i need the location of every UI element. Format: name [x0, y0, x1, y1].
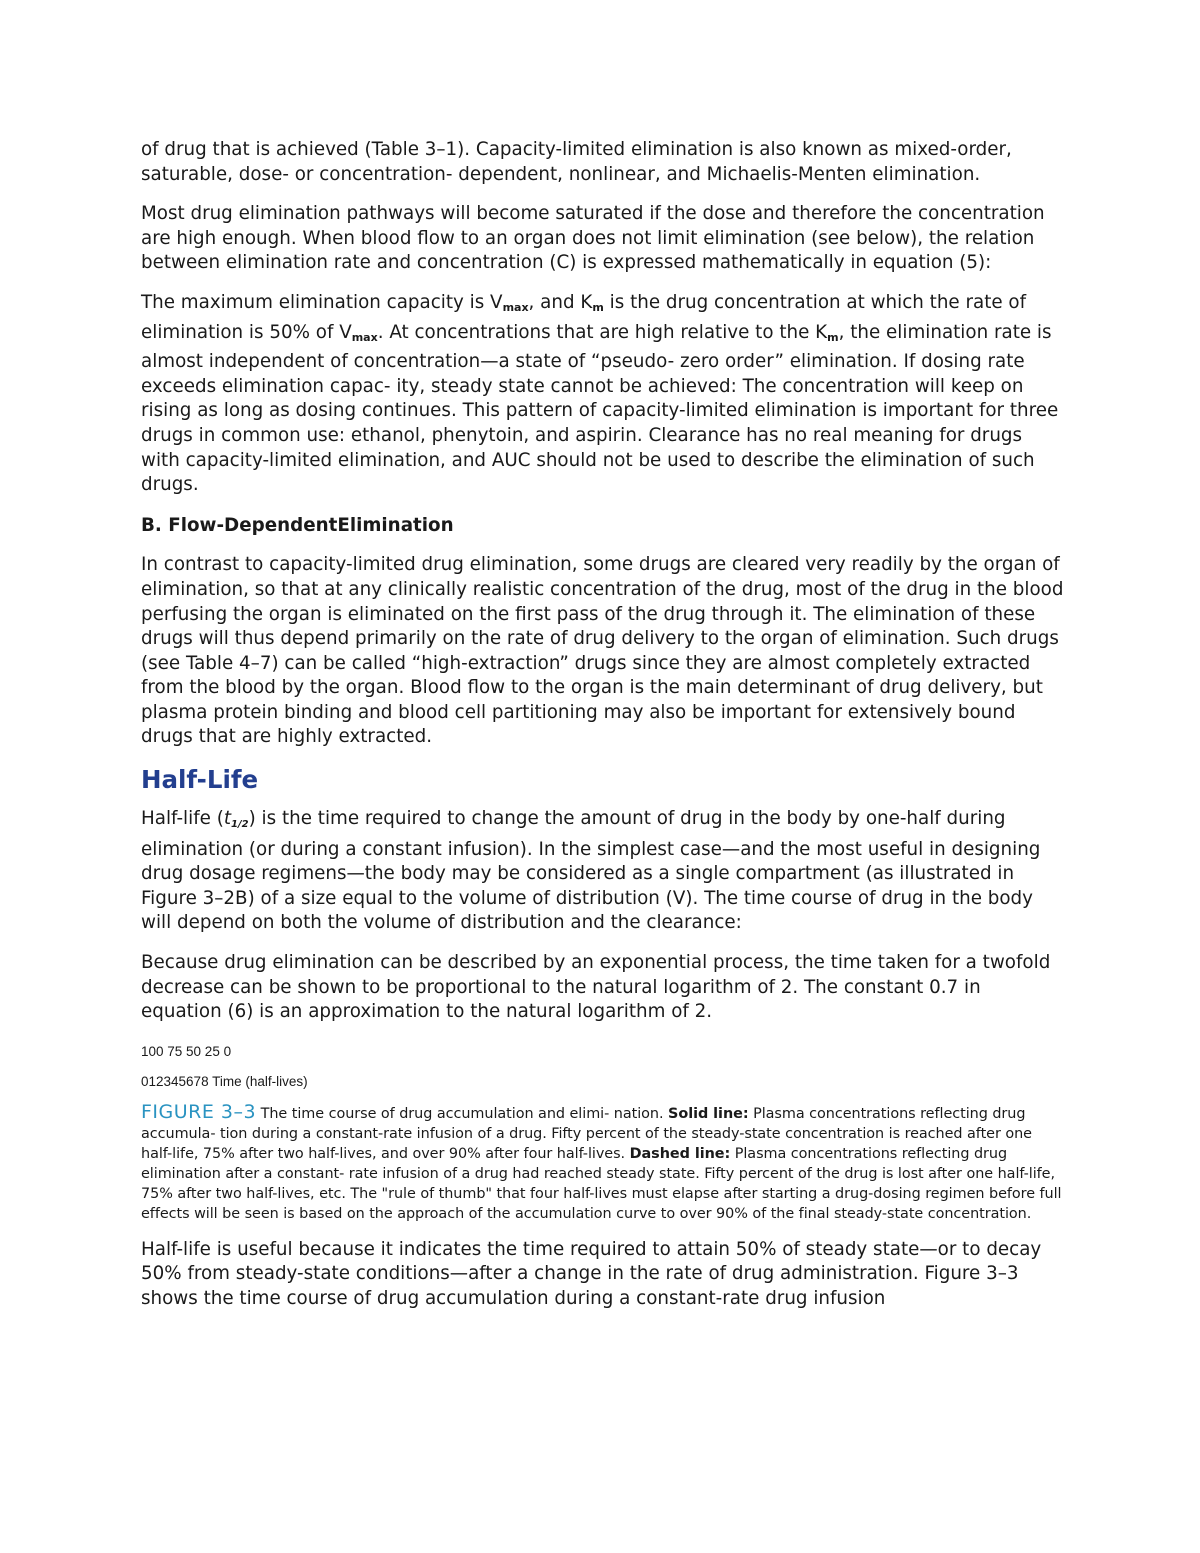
figure-caption: [141, 1102, 1066, 1224]
figure-y-axis-labels: 100 75 50 25 0: [141, 1043, 232, 1059]
p3-text-b: , and K: [528, 291, 593, 313]
km-subscript: m: [592, 300, 604, 314]
document-page: [141, 138, 1066, 1312]
caption-dashed-line: Dashed line:: [629, 1145, 731, 1162]
p3-text-c: is the drug concentration at which the rate of elimination is 50% of V: [141, 291, 1027, 343]
paragraph-half-life-definition: [141, 807, 1066, 936]
paragraph-saturation: Most drug elimination pathways will become saturated if the dose and therefore the concentration are high enough. When blood flow to an organ does not limit elimination (see below), the relation between elimination rate and concentration (C) is expressed mathematically in equation (5):: [141, 203, 1045, 274]
caption-text-b: Plasma concentrations reflecting drug accumula- tion during a constant-rate infusion of a drug. Fifty percent of the steady-state concentration is reached after one half-life, 75% after two half-lives, and over 90% after four half-lives.: [141, 1105, 1032, 1162]
caption-text-c: Plasma concentrations reflecting drug elimination after a constant- rate infusion of a drug had reached steady state. Fifty percent of the drug is lost after one half-life, 75% after two half-lives, etc. The "rule of thumb" that four half-lives must elapse after starting a drug-dosing regimen before full effects will be seen is based on the approach of the accumulation curve to over 90% of the final steady-state concentration.: [141, 1145, 1062, 1222]
paragraph-half-life-usefulness: Half-life is useful because it indicates the time required to attain 50% of steady state—or to decay 50% from steady-state conditions—after a change in the rate of drug administration. Figure 3–3 shows the time course of drug accumulation during a constant-rate drug infusion: [141, 1238, 1042, 1309]
p5-text-a: Half-life (: [141, 808, 224, 830]
t-half-subscript: 1/2: [231, 819, 249, 831]
subheading-flow-dependent: B. Flow-DependentElimination: [141, 514, 454, 536]
km-subscript-2: m: [827, 330, 839, 344]
paragraph-max-elimination: [141, 291, 1066, 498]
vmax-subscript-2: max: [351, 330, 378, 344]
paragraph-capacity-limited: of drug that is achieved (Table 3–1). Capacity-limited elimination is also known as mixed-order, saturable, dose- or concentration- dependent, nonlinear, and Michaelis-Menten elimination.: [141, 139, 1012, 185]
vmax-subscript: max: [502, 300, 529, 314]
paragraph-exponential: Because drug elimination can be described by an exponential process, the time taken for a twofold decrease can be shown to be proportional to the natural logarithm of 2. The constant 0.7 in equation (6) is an approximation to the natural logarithm of 2.: [141, 952, 1051, 1023]
section-heading-half-life: Half-Life: [141, 765, 259, 795]
figure-label: FIGURE 3–3: [141, 1100, 257, 1123]
p3-text-d: . At concentrations that are high relative to the K: [377, 321, 828, 343]
caption-solid-line: Solid line:: [668, 1105, 749, 1122]
p3-text-e: , the elimination rate is almost independent of concentration—a state of “pseudo- zero order” elimination. If dosing rate exceeds elimination capac- ity, steady state cannot be achieved: The concentration will keep on rising as long as dosing continues. This pattern of capacity-limited elimination is important for three drugs in common use: ethanol, phenytoin, and aspirin. Clearance has no real meaning for drugs with capacity-limited elimination, and AUC should not be used to describe the elimination of such drugs.: [141, 321, 1059, 496]
p3-text-a: The maximum elimination capacity is V: [141, 291, 503, 313]
p5-text-b: ) is the time required to change the amount of drug in the body by one-half during elimination (or during a constant infusion). In the simplest case—and the most useful in designing drug dosage regimens—the body may be considered as a single compartment (as illustrated in Figure 3–2B) of a size equal to the volume of distribution (V). The time course of drug in the body will depend on both the volume of distribution and the clearance:: [141, 808, 1041, 934]
caption-text-a: The time course of drug accumulation and elimi- nation.: [256, 1105, 669, 1122]
figure-x-axis-labels: 012345678 Time (half-lives): [141, 1073, 308, 1089]
t-symbol: t: [223, 808, 232, 830]
paragraph-flow-dependent: In contrast to capacity-limited drug elimination, some drugs are cleared very readily by the organ of elimination, so that at any clinically realistic concentration of the drug, most of the drug in the blood perfusing the organ is eliminated on the first pass of the drug through it. The elimination of these drugs will thus depend primarily on the rate of drug delivery to the organ of elimination. Such drugs (see Table 4–7) can be called “high-extraction” drugs since they are almost completely extracted from the blood by the organ. Blood flow to the organ is the main determinant of drug delivery, but plasma protein binding and blood cell partitioning may also be important for extensively bound drugs that are highly extracted.: [141, 554, 1064, 748]
